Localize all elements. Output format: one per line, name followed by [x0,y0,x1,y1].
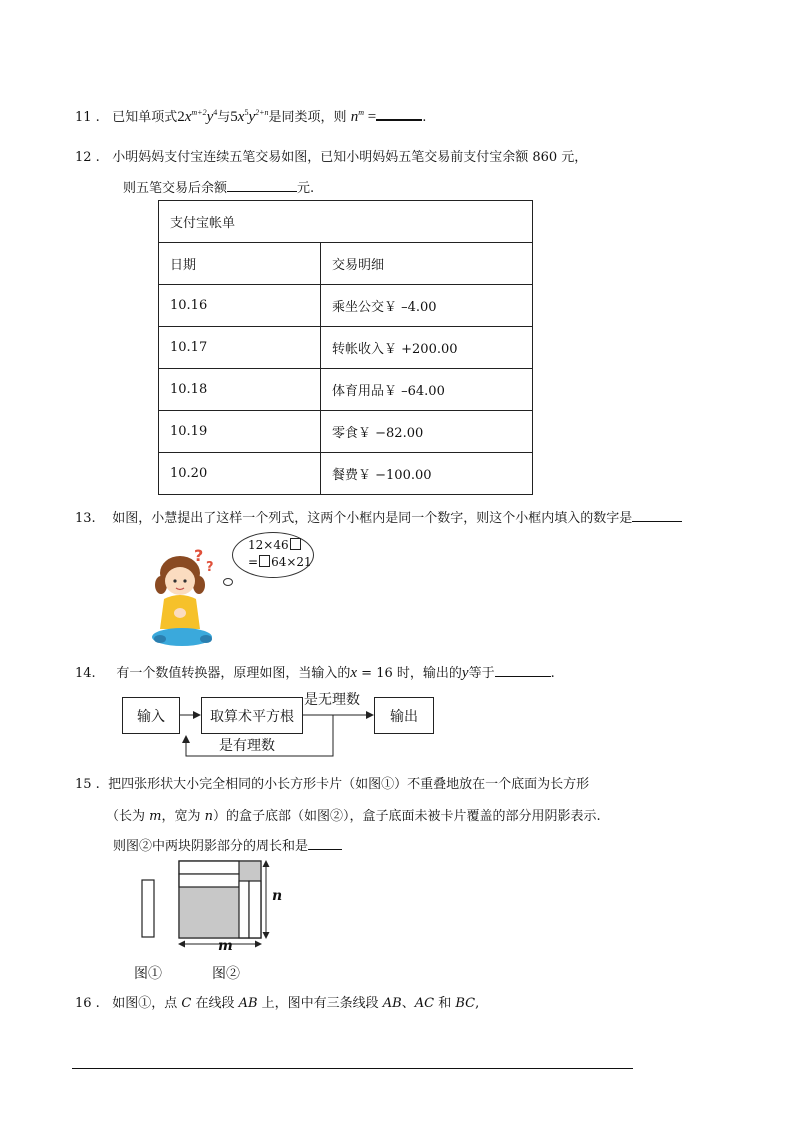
question-13: 13. 如图，小慧提出了这样一个列式，这两个小框内是同一个数字，则这个小框内填入的数字是 [75,507,682,526]
card [249,881,261,938]
box-figure [135,856,295,956]
question-mark-icon: ? [206,560,214,575]
question-12-line2: 则五笔交易后余额 元. [123,181,315,196]
question-16: 16 . 如图①，点 C 在线段 AB 上，图中有三条线段 AB、AC 和 BC, [75,996,480,1011]
monomial-2: $5x^5y^{2+n}$ [230,108,269,125]
table-title: 支付宝帐单 [159,201,533,243]
answer-expression: $n^m$ = [350,108,377,125]
figure-label-2: 图② [212,966,240,982]
blank-box [290,538,301,550]
footer-divider [72,1068,633,1069]
cell-detail: 餐费￥ −100.00 [321,453,533,495]
flow-output-box: 输出 [374,697,434,734]
table-title-row [159,201,533,243]
bubble-tail [223,578,233,586]
question-15: 15 . 把四张形状大小完全相同的小长方形卡片（如图①）不重叠地放在一个底面为长方形 [75,777,590,792]
question-14: 14. 有一个数值转换器，原理如图，当输入的x = 16 时，输出的y等于 . [75,665,555,681]
cell-date: 10.20 [159,453,321,495]
table-row [159,411,533,453]
flow-label-irrational: 是无理数 [304,692,360,708]
cell-date: 10.17 [159,327,321,369]
answer-blank-12[interactable] [227,191,297,192]
table-row [159,327,533,369]
dimension-label-m: m [218,938,233,954]
question-mark-icon: ? [194,546,204,565]
flow-label-rational: 是有理数 [219,738,275,754]
shade-region-right [239,861,261,881]
cell-date: 10.19 [159,411,321,453]
card-figure-1 [142,880,154,937]
alipay-bill-table [158,200,533,495]
bubble-equation: 12×46 = 64×21 [248,538,312,569]
monomial-1: $2x^{m+2}y^4$ [177,108,218,125]
flow-process-box: 取算术平方根 [201,697,303,734]
cell-detail: 乘坐公交￥ –4.00 [321,285,533,327]
card [179,874,239,887]
girl-illustration [150,533,240,653]
table-row [159,453,533,495]
question-11: 11 . 已知单项式$2x^{m+2}y^4$与$5x^5y^{2+n}$是同类项，则 $n^m$ = . [75,108,427,125]
table-header-row [159,243,533,285]
answer-blank-13[interactable] [632,521,682,522]
cell-detail: 零食￥ −82.00 [321,411,533,453]
cell-date: 10.18 [159,369,321,411]
dimension-label-n: n [272,888,283,904]
figure-label-1: 图① [134,966,162,982]
cell-detail: 转帐收入￥ +200.00 [321,327,533,369]
shade-region-left [179,887,239,938]
column-header-detail: 交易明细 [321,243,533,285]
blank-box [259,555,270,567]
question-12: 12 . 小明妈妈支付宝连续五笔交易如图，已知小明妈妈五笔交易前支付宝余额 860 元， [75,150,588,165]
answer-blank-11[interactable] [376,119,422,121]
question-15-line3: 则图②中两块阴影部分的周长和是 [113,835,342,854]
table-row [159,285,533,327]
card [239,881,249,938]
flow-input-box: 输入 [122,697,180,734]
answer-blank-15[interactable] [308,849,342,850]
cell-date: 10.16 [159,285,321,327]
cell-detail: 体育用品￥ –64.00 [321,369,533,411]
flow-arrows [176,700,376,760]
column-header-date: 日期 [159,243,321,285]
table-row [159,369,533,411]
question-15-line2: （长为 m，宽为 n）的盒子底部（如图②），盒子底面未被卡片覆盖的部分用阴影表示. [106,809,601,824]
answer-blank-14[interactable] [495,676,551,677]
card [179,861,239,874]
